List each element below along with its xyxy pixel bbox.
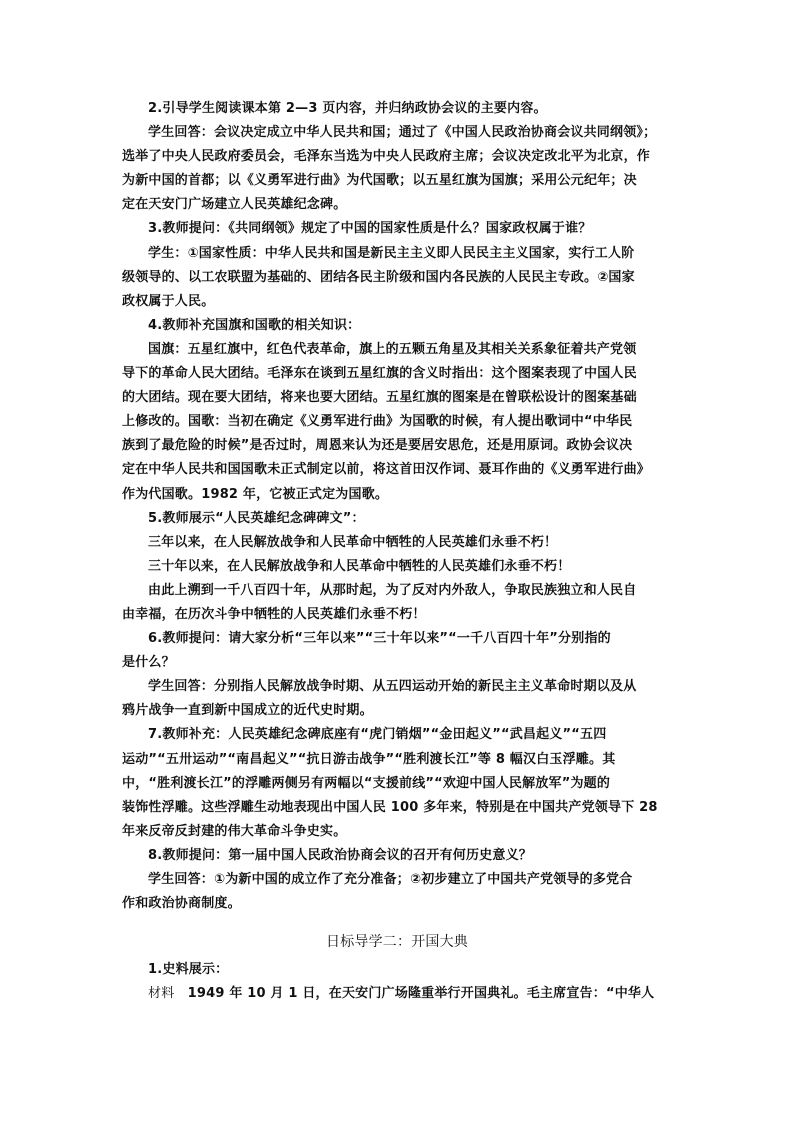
text-line: 作和政治协商制度。 xyxy=(122,896,241,912)
text-line: 装饰性浮雕。这些浮雕生动地表现出中国人民 100 多年来，特别是在中国共产党领导下 28 xyxy=(122,799,658,815)
material-label: 材料 xyxy=(148,986,175,1002)
text-line: 定在天安门广场建立人民英雄纪念碑。 xyxy=(122,197,347,213)
text-line: 学生回答：①为新中国的成立作了充分准备；②初步建立了中国共产党领导的多党合 xyxy=(148,872,633,887)
text-line: 4.教师补充国旗和国歌的相关知识： xyxy=(148,317,361,333)
text-line: 3.教师提问：《共同纲领》规定了中国的国家性质是什么？国家政权属于谁？ xyxy=(148,221,592,237)
text-line: 是什么？ xyxy=(122,655,175,671)
section-heading: 日标导学二：开国大典 xyxy=(326,934,468,951)
text-line: 族到了最危险的时候”是否过时，周恩来认为还是要居安思危，还是用原词。政协会议决 xyxy=(122,438,633,454)
material-text: 1949 年 10 月 1 日，在天安门广场隆重举行开国典礼。毛主席宣告：“中华人 xyxy=(174,986,655,1002)
text-line: 作为代国歌。1982 年，它被正式定为国歌。 xyxy=(122,486,389,502)
text-line: 政权属于人民。 xyxy=(122,293,215,309)
text-line: 8.教师提问：第一届中国人民政治协商会议的召开有何历史意义？ xyxy=(148,847,532,863)
text-line: 为新中国的首都；以《义勇军进行曲》为代国歌；以五星红旗为国旗；采用公元纪年；决 xyxy=(122,173,637,189)
text-line: 1.史料展示： xyxy=(148,962,229,978)
text-line: 三年以来，在人民解放战争和人民革命中牺牲的人民英雄们永垂不朽！ xyxy=(148,534,558,550)
text-line: 定在中华人民共和国国歌未正式制定以前，将这首田汉作词、聂耳作曲的《义勇军进行曲》 xyxy=(122,462,651,478)
tail-paragraphs xyxy=(122,958,672,1006)
text-line: 选举了中央人民政府委员会，毛泽东当选为中央人民政府主席；会议决定改北平为北京，作 xyxy=(122,149,651,165)
document-body xyxy=(122,97,672,1006)
text-line: 7.教师补充：人民英雄纪念碑底座有“虎门销烟”“金田起义”“武昌起义”“五四 xyxy=(148,727,607,743)
text-line: 导下的革命人民大团结。毛泽东在谈到五星红旗的含义时指出：这个图案表现了中国人民 xyxy=(122,366,637,382)
text-line: 学生回答：分别指人民解放战争时期、从五四运动开始的新民主主义革命时期以及从 xyxy=(148,679,637,695)
text-line: 中，“胜利渡长江”的浮雕两侧另有两幅以“支援前线”“欢迎中国人民解放军”为题的 xyxy=(122,775,611,791)
text-line: 学生：①国家性质：中华人民共和国是新民主主义即人民民主主义国家，实行工人阶 xyxy=(148,245,635,261)
main-paragraphs xyxy=(122,97,672,916)
text-line: 年来反帝反封建的伟大革命斗争史实。 xyxy=(122,823,347,839)
text-line: 运动”“五卅运动”“南昌起义”“抗日游击战争”“胜利渡长江”等 8 幅汉白玉浮雕。其 xyxy=(122,751,616,767)
text-line: 上修改的。国歌：当初在确定《义勇军进行曲》为国歌的时候，有人提出歌词中“中华民 xyxy=(122,414,633,430)
text-line: 6.教师提问：请大家分析“三年以来”“三十年以来”“一千八百四十年”分别指的 xyxy=(148,631,611,647)
text-line: 鸦片战争一直到新中国成立的近代史时期。 xyxy=(122,703,373,719)
text-line: 的大团结。现在要大团结，将来也要大团结。五星红旗的图案是在曾联松设计的图案基础 xyxy=(122,390,637,406)
text-line: 5.教师展示“人民英雄纪念碑碑文”： xyxy=(148,510,365,526)
text-line: 国旗：五星红旗中，红色代表革命，旗上的五颗五角星及其相关关系象征着共产党领 xyxy=(148,341,637,357)
text-line: 三十年以来，在人民解放战争和人民革命中牺牲的人民英雄们永垂不朽！ xyxy=(148,558,571,574)
text-line: 2.引导学生阅读课本第 2—3 页内容，并归纳政协会议的主要内容。 xyxy=(148,101,547,116)
text-line: 级领导的、以工农联盟为基础的、团结各民主阶级和国内各民族的人民民主专政。②国家 xyxy=(122,269,635,285)
text-line xyxy=(122,982,672,1006)
text-line: 由幸福，在历次斗争中牺牲的人民英雄们永垂不朽！ xyxy=(122,606,426,622)
text-line: 由此上溯到一千八百四十年，从那时起，为了反对内外敌人，争取民族独立和人民自 xyxy=(148,582,637,598)
text-line: 学生回答：会议决定成立中华人民共和国；通过了《中国人民政治协商会议共同纲领》； xyxy=(148,125,657,141)
